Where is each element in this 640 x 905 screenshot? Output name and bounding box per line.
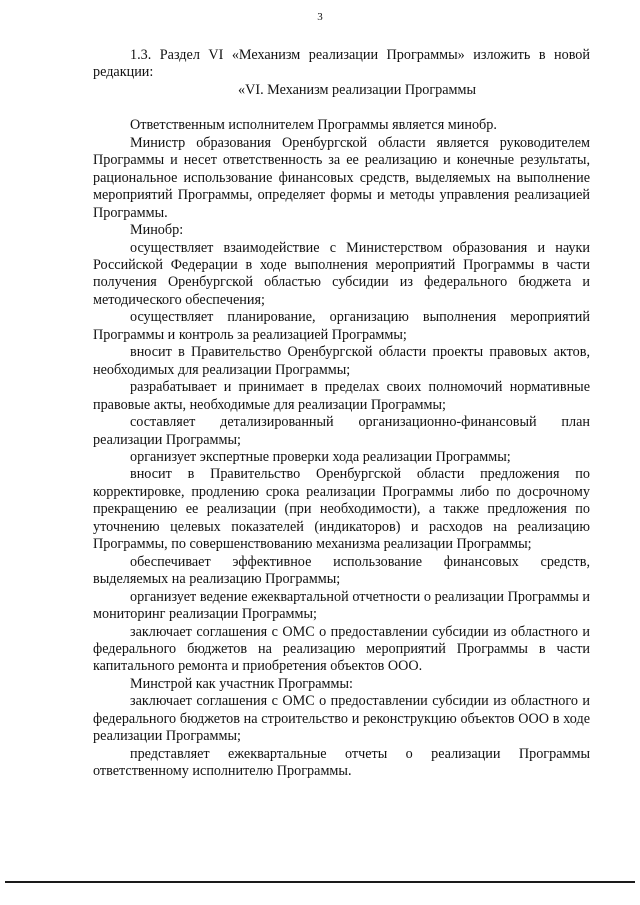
paragraph: вносит в Правительство Оренбургской области предложения по корректировке, продлению срока реализации Программы либо по досрочному прекращению ее реализации (при необходимости), а также предложения по уточнению целевых показателей (индикаторов) и расходов на реализацию Программы, по совершенствованию механизма реализации Программы; [93, 466, 590, 553]
paragraph: Минстрой как участник Программы: [130, 675, 353, 692]
paragraph: разрабатывает и принимает в пределах своих полномочий нормативные правовые акты, необходимые для реализации Программы; [93, 379, 590, 413]
paragraph: Министр образования Оренбургской области является руководителем Программы и несет ответственность за ее реализацию и конечные результаты, рациональное использование финансовых средств, выделяемых на выполнение мероприятий Программы, определяет формы и методы управления реализацией Программы. [93, 134, 590, 221]
paragraph: организует ведение ежеквартальной отчетности о реализации Программы и мониторинг реализации Программы; [93, 588, 590, 623]
paragraph: осуществляет взаимодействие с Министерством образования и науки Российской Федерации в ходе выполнения мероприятий Программы в части получения Оренбургской областью субсидии из федерального бюджета и методического обеспечения; [93, 239, 590, 308]
document-body [93, 47, 590, 781]
paragraph: представляет ежеквартальные отчеты о реализации Программы ответственному исполнителю Программы. [93, 745, 590, 780]
paragraph: заключает соглашения с ОМС о предоставлении субсидии из областного и федерального бюджетов на строительство и реконструкцию объектов ООО в ходе реализации Программы; [93, 693, 590, 745]
page-number: 3 [317, 11, 323, 23]
bottom-rule [5, 881, 635, 883]
paragraph: заключает соглашения с ОМС о предоставлении субсидии из областного и федерального бюджетов на реализацию мероприятий Программы в части капитального ремонта и приобретения объектов ООО. [93, 623, 590, 675]
intro-paragraph: 1.3. Раздел VI «Механизм реализации Программы» изложить в новой редакции: [93, 47, 590, 81]
paragraph: осуществляет планирование, организацию выполнения мероприятий Программы и контроль за реализацией Программы; [93, 309, 590, 343]
paragraph: составляет детализированный организационно-финансовый план реализации Программы; [93, 414, 590, 448]
paragraph: Минобр: [130, 222, 184, 239]
paragraph: обеспечивает эффективное использование финансовых средств, выделяемых на реализацию Программы; [93, 553, 590, 588]
paragraph: вносит в Правительство Оренбургской области проекты правовых актов, необходимых для реализации Программы; [93, 344, 590, 378]
paragraph: Ответственным исполнителем Программы является минобр. [130, 117, 497, 134]
section-heading: «VI. Механизм реализации Программы [238, 81, 477, 98]
paragraph: организует экспертные проверки хода реализации Программы; [130, 448, 511, 465]
